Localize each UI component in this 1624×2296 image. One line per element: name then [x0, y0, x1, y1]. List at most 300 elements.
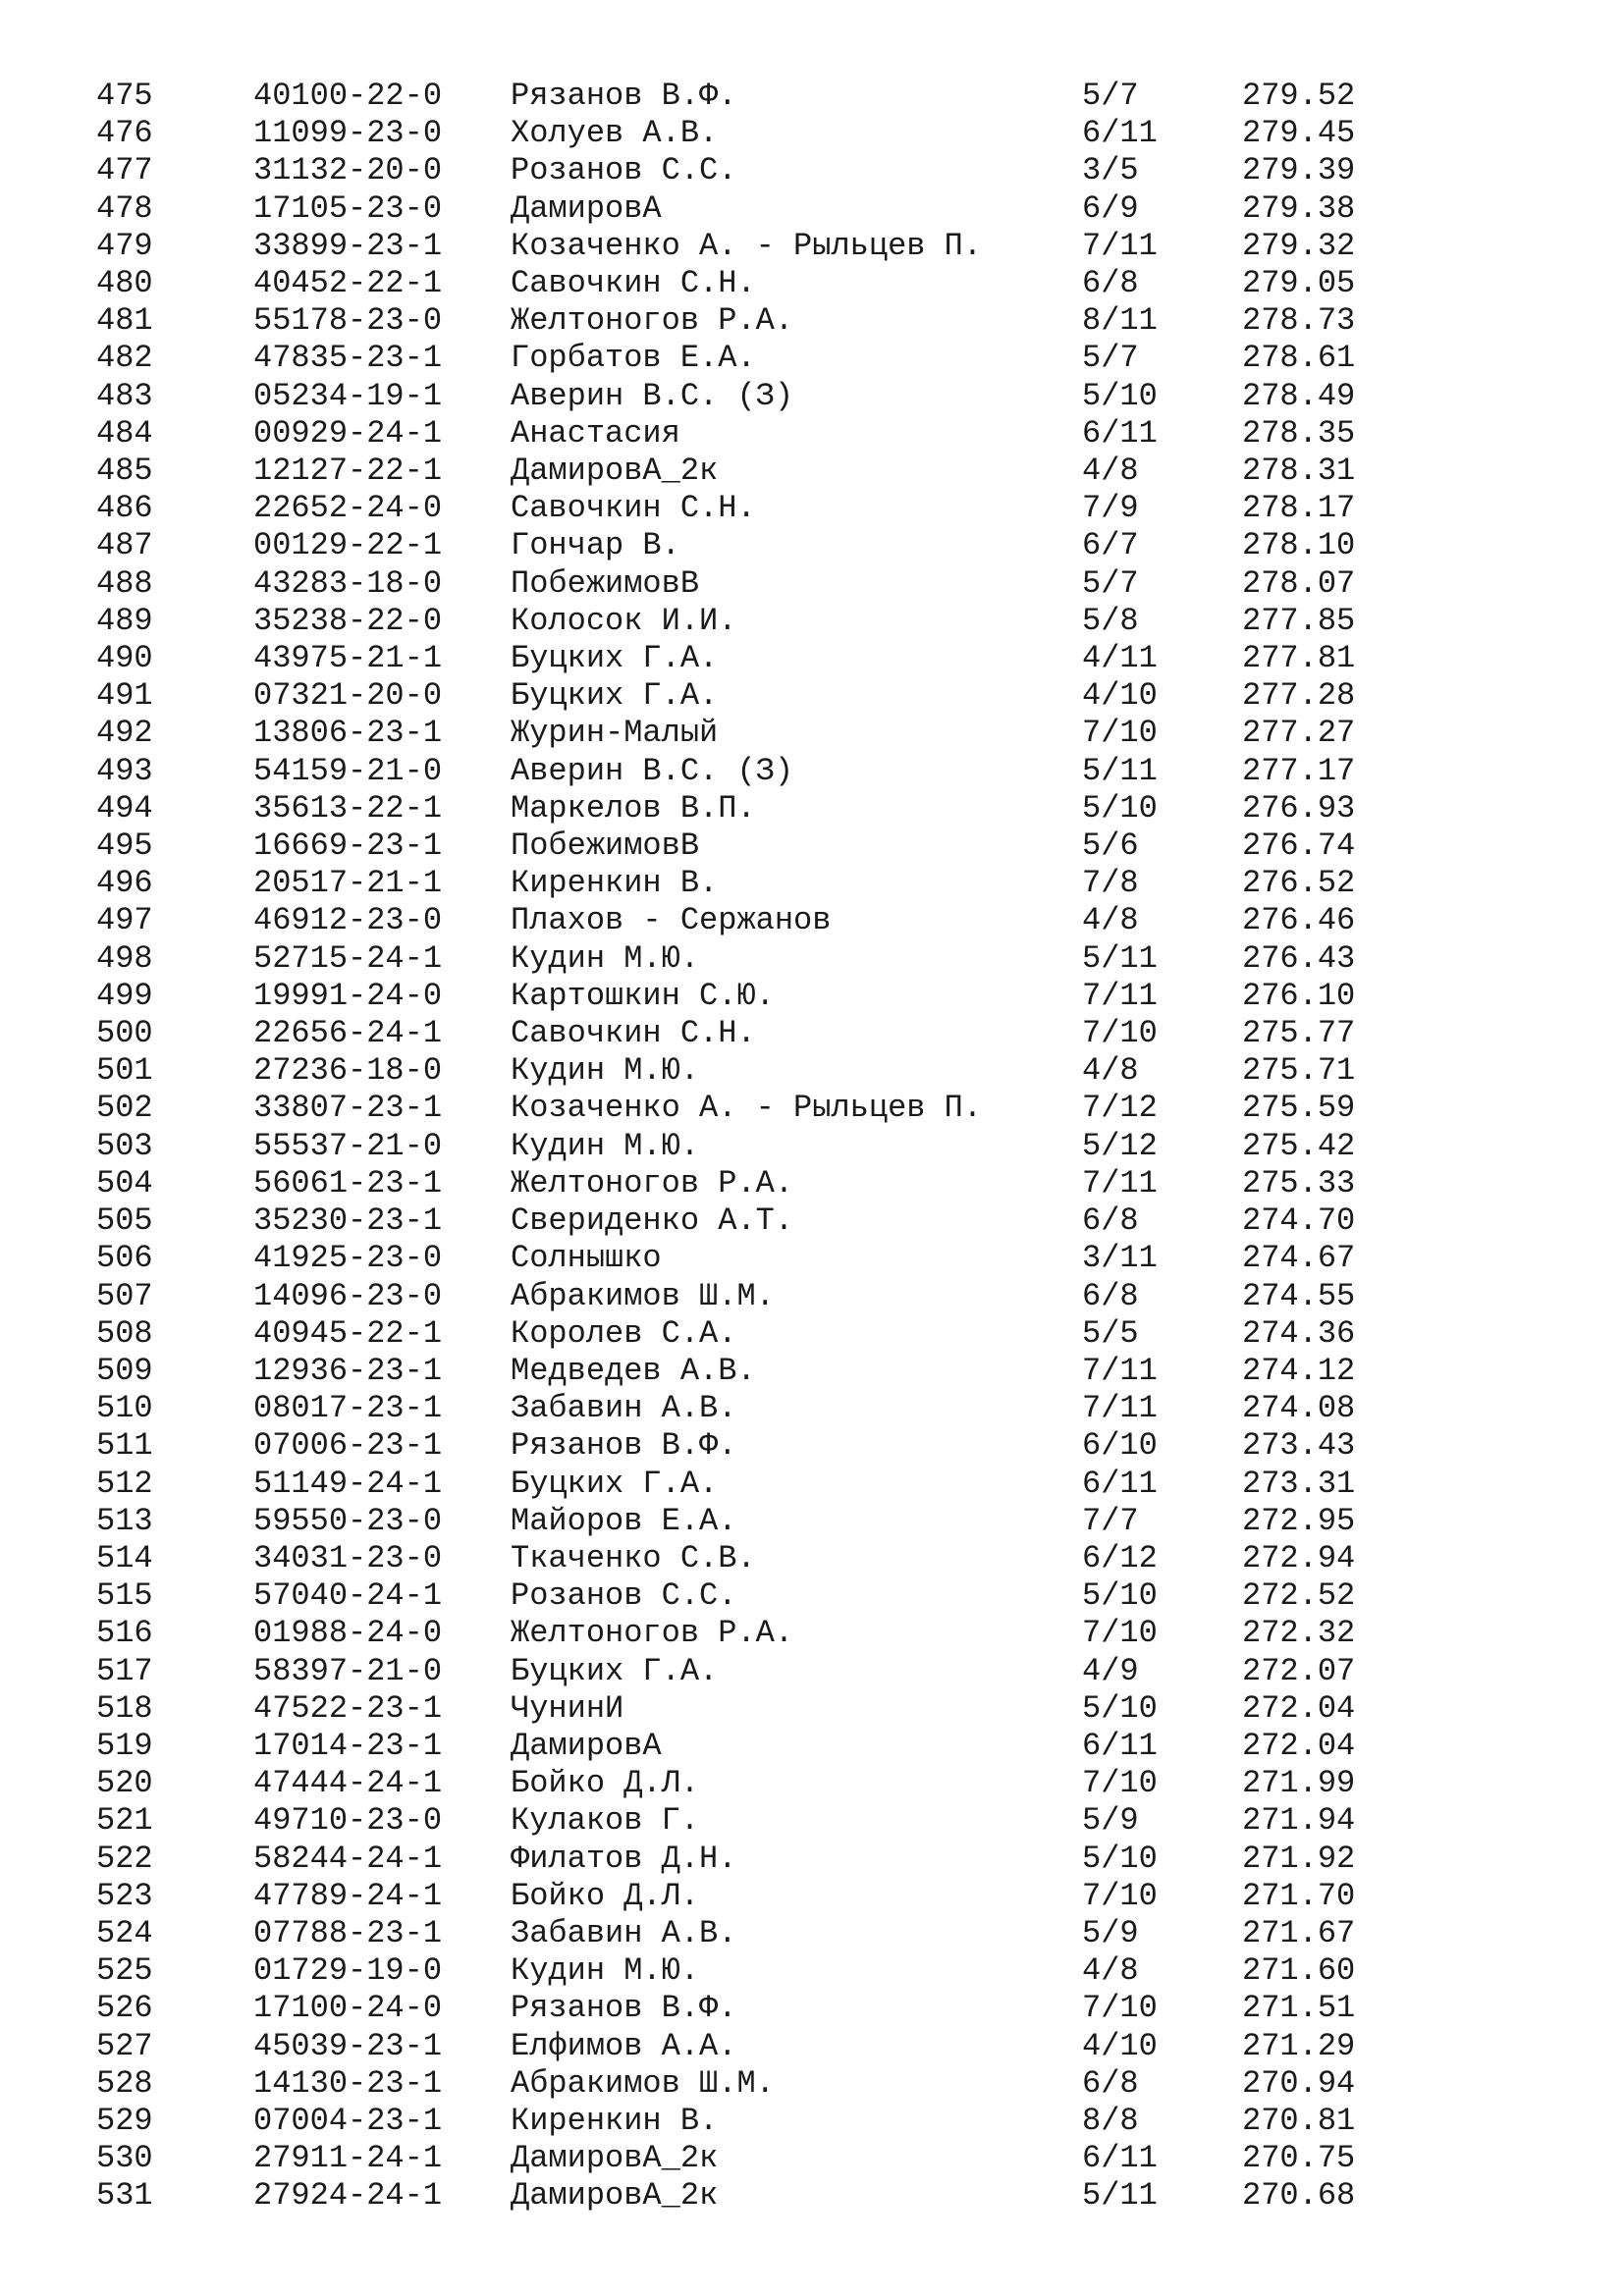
- code-cell: 47522-23-1: [253, 1689, 443, 1727]
- table-row: [96, 1390, 1399, 1427]
- name-cell: Кудин М.Ю.: [511, 1127, 700, 1164]
- code-cell: 12127-22-1: [253, 453, 443, 490]
- ratio-cell: 6/11: [1082, 2140, 1158, 2177]
- code-cell: 45039-23-1: [253, 2027, 443, 2064]
- code-cell: 55178-23-0: [253, 302, 443, 340]
- name-cell: Бойко Д.Л.: [511, 1765, 700, 1802]
- ratio-cell: 7/10: [1082, 1015, 1158, 1052]
- name-cell: Забавин А.В.: [511, 1914, 737, 1951]
- ratio-cell: 4/8: [1082, 1952, 1139, 1990]
- name-cell: Плахов - Сержанов: [511, 902, 832, 939]
- score-cell: 279.32: [1242, 227, 1356, 264]
- score-cell: 272.95: [1242, 1502, 1356, 1539]
- table-row: [96, 1878, 1399, 1915]
- code-cell: 49710-23-0: [253, 1802, 443, 1840]
- name-cell: Желтоногов Р.А.: [511, 1164, 794, 1201]
- table-row: [96, 527, 1399, 564]
- ratio-cell: 5/11: [1082, 752, 1158, 789]
- score-cell: 272.52: [1242, 1577, 1356, 1615]
- code-cell: 07788-23-1: [253, 1914, 443, 1951]
- name-cell: Маркелов В.П.: [511, 789, 756, 827]
- code-cell: 35613-22-1: [253, 789, 443, 827]
- code-cell: 35230-23-1: [253, 1202, 443, 1240]
- table-row: [96, 902, 1399, 939]
- table-row: [96, 228, 1399, 265]
- name-cell: Киренкин В.: [511, 865, 719, 902]
- ratio-cell: 7/10: [1082, 1990, 1158, 2027]
- ratio-cell: 4/8: [1082, 902, 1139, 939]
- code-cell: 13806-23-1: [253, 715, 443, 752]
- table-row: [96, 2028, 1399, 2065]
- code-cell: 59550-23-0: [253, 1502, 443, 1539]
- score-cell: 278.10: [1242, 527, 1356, 564]
- ratio-cell: 5/7: [1082, 564, 1139, 602]
- score-cell: 271.94: [1242, 1802, 1356, 1840]
- code-cell: 54159-21-0: [253, 752, 443, 789]
- code-cell: 55537-21-0: [253, 1127, 443, 1164]
- table-row: [96, 453, 1399, 490]
- code-cell: 14130-23-1: [253, 2064, 443, 2102]
- rank-cell: 487: [96, 527, 153, 564]
- ratio-cell: 6/11: [1082, 115, 1158, 152]
- name-cell: Киренкин В.: [511, 2102, 719, 2139]
- ratio-cell: 7/8: [1082, 865, 1139, 902]
- name-cell: ДамировА: [511, 1727, 662, 1764]
- code-cell: 11099-23-0: [253, 115, 443, 152]
- ratio-cell: 7/11: [1082, 1352, 1158, 1389]
- table-row: [96, 1240, 1399, 1277]
- score-cell: 274.67: [1242, 1240, 1356, 1277]
- code-cell: 17105-23-0: [253, 189, 443, 227]
- score-cell: 272.94: [1242, 1539, 1356, 1576]
- table-row: [96, 2103, 1399, 2140]
- score-cell: 279.52: [1242, 78, 1356, 114]
- rank-cell: 480: [96, 265, 153, 302]
- rank-cell: 496: [96, 865, 153, 902]
- name-cell: Елфимов А.А.: [511, 2027, 737, 2064]
- ratio-cell: 6/8: [1082, 1277, 1139, 1314]
- code-cell: 22656-24-1: [253, 1015, 443, 1052]
- name-cell: ЧунинИ: [511, 1689, 624, 1727]
- code-cell: 33899-23-1: [253, 227, 443, 264]
- name-cell: Кудин М.Ю.: [511, 1952, 700, 1990]
- code-cell: 56061-23-1: [253, 1164, 443, 1201]
- ratio-cell: 5/6: [1082, 828, 1139, 865]
- code-cell: 05234-19-1: [253, 377, 443, 414]
- ratio-cell: 7/12: [1082, 1090, 1158, 1127]
- table-row: [96, 78, 1399, 115]
- name-cell: Рязанов В.Ф.: [511, 1990, 737, 2027]
- ratio-cell: 5/7: [1082, 340, 1139, 377]
- rank-cell: 514: [96, 1539, 153, 1576]
- code-cell: 19991-24-0: [253, 977, 443, 1014]
- score-cell: 270.94: [1242, 2064, 1356, 2102]
- ratio-cell: 5/10: [1082, 1689, 1158, 1727]
- name-cell: Аверин В.С. (З): [511, 377, 794, 414]
- table-row: [96, 490, 1399, 527]
- score-cell: 279.05: [1242, 265, 1356, 302]
- table-row: [96, 2177, 1399, 2215]
- table-row: [96, 753, 1399, 790]
- table-row: [96, 1353, 1399, 1390]
- code-cell: 47789-24-1: [253, 1877, 443, 1914]
- name-cell: Розанов С.С.: [511, 1577, 737, 1615]
- score-cell: 271.29: [1242, 2027, 1356, 2064]
- score-cell: 275.77: [1242, 1015, 1356, 1052]
- code-cell: 35238-22-0: [253, 602, 443, 639]
- score-cell: 278.35: [1242, 414, 1356, 452]
- name-cell: Филатов Д.Н.: [511, 1840, 737, 1877]
- score-cell: 273.31: [1242, 1465, 1356, 1502]
- name-cell: Козаченко А. - Рыльцев П.: [511, 227, 983, 264]
- code-cell: 52715-24-1: [253, 939, 443, 977]
- ratio-cell: 7/10: [1082, 1765, 1158, 1802]
- rank-cell: 528: [96, 2064, 153, 2102]
- rank-cell: 522: [96, 1840, 153, 1877]
- code-cell: 07321-20-0: [253, 677, 443, 715]
- code-cell: 08017-23-1: [253, 1390, 443, 1427]
- ratio-cell: 7/11: [1082, 977, 1158, 1014]
- table-row: [96, 1503, 1399, 1540]
- rank-cell: 527: [96, 2027, 153, 2064]
- table-row: [96, 790, 1399, 828]
- table-row: [96, 1466, 1399, 1503]
- rank-cell: 488: [96, 564, 153, 602]
- score-cell: 278.73: [1242, 302, 1356, 340]
- ranking-table: [96, 78, 1399, 2216]
- score-cell: 272.07: [1242, 1652, 1356, 1689]
- score-cell: 276.93: [1242, 789, 1356, 827]
- name-cell: Абракимов Ш.М.: [511, 2064, 775, 2102]
- name-cell: Савочкин С.Н.: [511, 490, 756, 527]
- name-cell: Ткаченко С.В.: [511, 1539, 756, 1576]
- table-row: [96, 1841, 1399, 1878]
- rank-cell: 517: [96, 1652, 153, 1689]
- ratio-cell: 5/9: [1082, 1914, 1139, 1951]
- rank-cell: 484: [96, 414, 153, 452]
- table-row: [96, 715, 1399, 752]
- code-cell: 07004-23-1: [253, 2102, 443, 2139]
- score-cell: 279.39: [1242, 152, 1356, 189]
- ratio-cell: 5/9: [1082, 1802, 1139, 1840]
- name-cell: Горбатов Е.А.: [511, 340, 756, 377]
- rank-cell: 483: [96, 377, 153, 414]
- rank-cell: 507: [96, 1277, 153, 1314]
- rank-cell: 501: [96, 1052, 153, 1090]
- ratio-cell: 5/10: [1082, 1840, 1158, 1877]
- table-row: [96, 115, 1399, 152]
- ratio-cell: 4/8: [1082, 453, 1139, 490]
- score-cell: 272.32: [1242, 1615, 1356, 1652]
- rank-cell: 510: [96, 1390, 153, 1427]
- score-cell: 278.07: [1242, 564, 1356, 602]
- score-cell: 271.99: [1242, 1765, 1356, 1802]
- score-cell: 276.52: [1242, 865, 1356, 902]
- rank-cell: 477: [96, 152, 153, 189]
- rank-cell: 526: [96, 1990, 153, 2027]
- name-cell: Абракимов Ш.М.: [511, 1277, 775, 1314]
- ratio-cell: 7/11: [1082, 1164, 1158, 1201]
- score-cell: 270.81: [1242, 2102, 1356, 2139]
- rank-cell: 478: [96, 189, 153, 227]
- ratio-cell: 3/5: [1082, 152, 1139, 189]
- table-row: [96, 677, 1399, 715]
- table-row: [96, 1278, 1399, 1315]
- name-cell: Желтоногов Р.А.: [511, 1615, 794, 1652]
- score-cell: 278.31: [1242, 453, 1356, 490]
- table-row: [96, 603, 1399, 640]
- score-cell: 271.67: [1242, 1914, 1356, 1951]
- table-row: [96, 1315, 1399, 1353]
- ratio-cell: 6/9: [1082, 189, 1139, 227]
- rank-cell: 494: [96, 789, 153, 827]
- rank-cell: 490: [96, 640, 153, 677]
- ranking-table-body: [96, 78, 1399, 2216]
- rank-cell: 493: [96, 752, 153, 789]
- rank-cell: 495: [96, 828, 153, 865]
- name-cell: Солнышко: [511, 1240, 662, 1277]
- ratio-cell: 6/8: [1082, 265, 1139, 302]
- rank-cell: 518: [96, 1689, 153, 1727]
- score-cell: 277.85: [1242, 602, 1356, 639]
- table-row: [96, 190, 1399, 228]
- code-cell: 22652-24-0: [253, 490, 443, 527]
- score-cell: 272.04: [1242, 1689, 1356, 1727]
- score-cell: 270.68: [1242, 2177, 1356, 2215]
- code-cell: 57040-24-1: [253, 1577, 443, 1615]
- ratio-cell: 6/10: [1082, 1427, 1158, 1465]
- name-cell: ПобежимовВ: [511, 564, 700, 602]
- score-cell: 279.38: [1242, 189, 1356, 227]
- code-cell: 14096-23-0: [253, 1277, 443, 1314]
- code-cell: 12936-23-1: [253, 1352, 443, 1389]
- score-cell: 277.17: [1242, 752, 1356, 789]
- table-row: [96, 1577, 1399, 1615]
- score-cell: 273.43: [1242, 1427, 1356, 1465]
- rank-cell: 489: [96, 602, 153, 639]
- ratio-cell: 5/5: [1082, 1314, 1139, 1352]
- rank-cell: 524: [96, 1914, 153, 1951]
- code-cell: 43975-21-1: [253, 640, 443, 677]
- ratio-cell: 7/11: [1082, 227, 1158, 264]
- ratio-cell: 4/10: [1082, 2027, 1158, 2064]
- table-row: [96, 1990, 1399, 2027]
- ratio-cell: 3/11: [1082, 1240, 1158, 1277]
- rank-cell: 503: [96, 1127, 153, 1164]
- name-cell: Гончар В.: [511, 527, 680, 564]
- ratio-cell: 6/7: [1082, 527, 1139, 564]
- code-cell: 47444-24-1: [253, 1765, 443, 1802]
- ratio-cell: 5/8: [1082, 602, 1139, 639]
- score-cell: 274.70: [1242, 1202, 1356, 1240]
- rank-cell: 504: [96, 1164, 153, 1201]
- code-cell: 01729-19-0: [253, 1952, 443, 1990]
- code-cell: 58244-24-1: [253, 1840, 443, 1877]
- rank-cell: 482: [96, 340, 153, 377]
- table-row: [96, 978, 1399, 1015]
- rank-cell: 475: [96, 78, 153, 114]
- table-row: [96, 2065, 1399, 2103]
- code-cell: 33807-23-1: [253, 1090, 443, 1127]
- code-cell: 07006-23-1: [253, 1427, 443, 1465]
- rank-cell: 491: [96, 677, 153, 715]
- code-cell: 00929-24-1: [253, 414, 443, 452]
- score-cell: 275.33: [1242, 1164, 1356, 1201]
- name-cell: Буцких Г.А.: [511, 1652, 719, 1689]
- name-cell: ПобежимовВ: [511, 828, 700, 865]
- rank-cell: 523: [96, 1877, 153, 1914]
- name-cell: Рязанов В.Ф.: [511, 1427, 737, 1465]
- code-cell: 17014-23-1: [253, 1727, 443, 1764]
- rank-cell: 499: [96, 977, 153, 1014]
- table-row: [96, 1728, 1399, 1765]
- score-cell: 271.92: [1242, 1840, 1356, 1877]
- name-cell: Желтоногов Р.А.: [511, 302, 794, 340]
- code-cell: 27911-24-1: [253, 2140, 443, 2177]
- table-row: [96, 1540, 1399, 1577]
- code-cell: 51149-24-1: [253, 1465, 443, 1502]
- score-cell: 270.75: [1242, 2140, 1356, 2177]
- score-cell: 275.71: [1242, 1052, 1356, 1090]
- name-cell: Аверин В.С. (З): [511, 752, 794, 789]
- code-cell: 41925-23-0: [253, 1240, 443, 1277]
- ratio-cell: 7/10: [1082, 1877, 1158, 1914]
- table-row: [96, 1202, 1399, 1240]
- table-row: [96, 1015, 1399, 1052]
- table-row: [96, 340, 1399, 377]
- code-cell: 58397-21-0: [253, 1652, 443, 1689]
- ratio-cell: 6/11: [1082, 1727, 1158, 1764]
- name-cell: Кудин М.Ю.: [511, 1052, 700, 1090]
- rank-cell: 513: [96, 1502, 153, 1539]
- name-cell: Колосок И.И.: [511, 602, 737, 639]
- rank-cell: 509: [96, 1352, 153, 1389]
- ratio-cell: 6/12: [1082, 1539, 1158, 1576]
- name-cell: Бойко Д.Л.: [511, 1877, 700, 1914]
- table-row: [96, 1802, 1399, 1840]
- ratio-cell: 6/8: [1082, 1202, 1139, 1240]
- ratio-cell: 5/7: [1082, 78, 1139, 114]
- ratio-cell: 4/8: [1082, 1052, 1139, 1090]
- name-cell: ДамировА_2к: [511, 453, 719, 490]
- score-cell: 276.10: [1242, 977, 1356, 1014]
- code-cell: 00129-22-1: [253, 527, 443, 564]
- name-cell: ДамировА_2к: [511, 2177, 719, 2215]
- rank-cell: 486: [96, 490, 153, 527]
- rank-cell: 492: [96, 715, 153, 752]
- score-cell: 278.17: [1242, 490, 1356, 527]
- score-cell: 275.59: [1242, 1090, 1356, 1127]
- name-cell: Холуев А.В.: [511, 115, 719, 152]
- ratio-cell: 4/10: [1082, 677, 1158, 715]
- rank-cell: 516: [96, 1615, 153, 1652]
- name-cell: Савочкин С.Н.: [511, 265, 756, 302]
- name-cell: Майоров Е.А.: [511, 1502, 737, 1539]
- rank-cell: 531: [96, 2177, 153, 2215]
- ratio-cell: 7/11: [1082, 1390, 1158, 1427]
- table-row: [96, 1690, 1399, 1728]
- rank-cell: 519: [96, 1727, 153, 1764]
- code-cell: 17100-24-0: [253, 1990, 443, 2027]
- table-row: [96, 1915, 1399, 1952]
- name-cell: Королев С.А.: [511, 1314, 737, 1352]
- code-cell: 40945-22-1: [253, 1314, 443, 1352]
- score-cell: 274.12: [1242, 1352, 1356, 1389]
- score-cell: 279.45: [1242, 115, 1356, 152]
- ratio-cell: 5/10: [1082, 789, 1158, 827]
- rank-cell: 506: [96, 1240, 153, 1277]
- ratio-cell: 7/10: [1082, 715, 1158, 752]
- name-cell: Кудин М.Ю.: [511, 939, 700, 977]
- name-cell: Забавин А.В.: [511, 1390, 737, 1427]
- ratio-cell: 5/10: [1082, 377, 1158, 414]
- ratio-cell: 7/9: [1082, 490, 1139, 527]
- ratio-cell: 7/10: [1082, 1615, 1158, 1652]
- ratio-cell: 5/11: [1082, 2177, 1158, 2215]
- ratio-cell: 4/11: [1082, 640, 1158, 677]
- table-row: [96, 415, 1399, 453]
- name-cell: Картошкин С.Ю.: [511, 977, 775, 1014]
- ratio-cell: 8/11: [1082, 302, 1158, 340]
- table-row: [96, 865, 1399, 902]
- rank-cell: 511: [96, 1427, 153, 1465]
- score-cell: 274.55: [1242, 1277, 1356, 1314]
- code-cell: 40452-22-1: [253, 265, 443, 302]
- rank-cell: 520: [96, 1765, 153, 1802]
- table-row: [96, 1427, 1399, 1465]
- table-row: [96, 1090, 1399, 1127]
- table-row: [96, 1765, 1399, 1802]
- score-cell: 272.04: [1242, 1727, 1356, 1764]
- name-cell: Кулаков Г.: [511, 1802, 700, 1840]
- code-cell: 27236-18-0: [253, 1052, 443, 1090]
- ratio-cell: 7/7: [1082, 1502, 1139, 1539]
- rank-cell: 515: [96, 1577, 153, 1615]
- name-cell: Журин-Малый: [511, 715, 719, 752]
- rank-cell: 481: [96, 302, 153, 340]
- code-cell: 20517-21-1: [253, 865, 443, 902]
- rank-cell: 485: [96, 453, 153, 490]
- score-cell: 274.36: [1242, 1314, 1356, 1352]
- rank-cell: 512: [96, 1465, 153, 1502]
- table-row: [96, 1165, 1399, 1202]
- code-cell: 34031-23-0: [253, 1539, 443, 1576]
- score-cell: 278.49: [1242, 377, 1356, 414]
- rank-cell: 502: [96, 1090, 153, 1127]
- ratio-cell: 5/11: [1082, 939, 1158, 977]
- score-cell: 276.74: [1242, 828, 1356, 865]
- code-cell: 47835-23-1: [253, 340, 443, 377]
- rank-cell: 525: [96, 1952, 153, 1990]
- ratio-cell: 5/10: [1082, 1577, 1158, 1615]
- code-cell: 27924-24-1: [253, 2177, 443, 2215]
- name-cell: Буцких Г.А.: [511, 640, 719, 677]
- table-row: [96, 940, 1399, 978]
- ratio-cell: 6/11: [1082, 414, 1158, 452]
- table-row: [96, 152, 1399, 189]
- score-cell: 277.81: [1242, 640, 1356, 677]
- name-cell: Медведев А.В.: [511, 1352, 756, 1389]
- rank-cell: 530: [96, 2140, 153, 2177]
- name-cell: Савочкин С.Н.: [511, 1015, 756, 1052]
- name-cell: Свериденко А.Т.: [511, 1202, 794, 1240]
- score-cell: 277.28: [1242, 677, 1356, 715]
- ratio-cell: 6/11: [1082, 1465, 1158, 1502]
- table-row: [96, 1952, 1399, 1990]
- code-cell: 43283-18-0: [253, 564, 443, 602]
- code-cell: 46912-23-0: [253, 902, 443, 939]
- table-row: [96, 1653, 1399, 1690]
